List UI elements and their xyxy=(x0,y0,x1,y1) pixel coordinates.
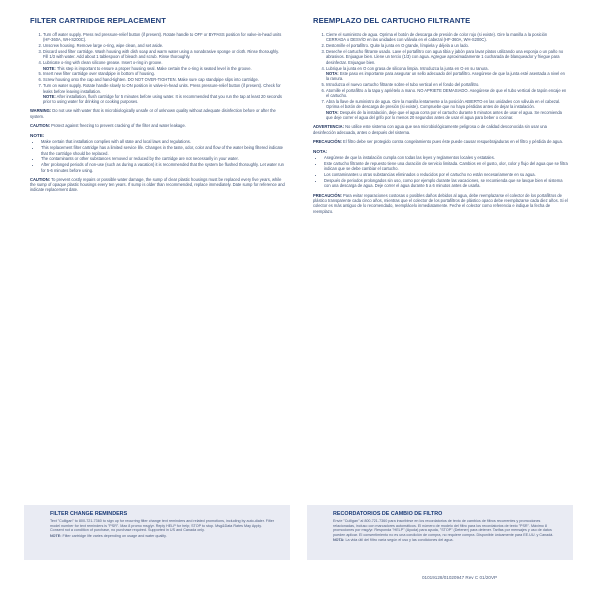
english-note-item: • Make certain that installation complies with all state and local laws and regulations. xyxy=(41,139,285,144)
spanish-caution-sump-label: PRECAUCIÓN: xyxy=(313,192,342,198)
spanish-note-item: • Después de periodos prolongados sin uso, como por ejemplo durante las vacaciones, se recomienda que se lavque bien el sistema con una descarga de agua. Deje correr el agua durante 5 a 6 minutos antes de usarla. xyxy=(324,178,568,189)
english-reminder-note-label: NOTE: xyxy=(50,533,62,538)
spanish-step-4-note-label: NOTA: xyxy=(326,70,339,76)
spanish-instructions xyxy=(313,16,568,214)
english-step-7 xyxy=(43,83,285,104)
spanish-step-7-note-label: NOTA: xyxy=(326,109,339,115)
document-code: 01019128/01020947 Rev C 01/20VP xyxy=(422,575,498,580)
english-reminder-note-text: Filter cartridge life varies depending on usage and water quality. xyxy=(62,533,167,538)
english-note-item: • This replacement filter cartridge has a limited service life. Changes in the taste, odor, color and flow of the water being filtered indicate that the cartridge should be replaced. xyxy=(41,145,285,156)
spanish-step-7 xyxy=(326,99,568,120)
english-step-4 xyxy=(43,60,285,71)
english-title: FILTER CARTRIDGE REPLACEMENT xyxy=(30,16,166,25)
spanish-warning-text: No utilice este sistema con agua que sea microbiológicamente peligrosa o de calidad desconocida sin usar una desinfección adecuada, antes o después del sistema. xyxy=(313,124,547,135)
english-notes-list xyxy=(30,139,285,173)
spanish-note-item: • Los contaminantes u otras substancias eliminados o reducidos por el cartucho no están necesariamente en su agua. xyxy=(324,172,568,177)
english-note-item: • The contaminants or other substances removed or reduced by the cartridge are not necessarily in your water. xyxy=(41,156,285,161)
spanish-step-4-note: Este paso es importante para asegurar un sello adecuado del portafiltro. Asegúrese de que la junta esté asentada a nivel en la ranura. xyxy=(326,70,565,82)
english-step-4-text: Lubricate o-ring with clean silicone grease. Insert o-ring in groove. xyxy=(43,60,163,66)
english-caution-sump xyxy=(30,177,285,193)
spanish-reminder-title: RECORDATORIOS DE CAMBIO DE FILTRO xyxy=(333,511,443,517)
spanish-caution-label: PRECAUCIÓN: xyxy=(313,138,342,144)
spanish-title: REEMPLAZO DEL CARTUCHO FILTRANTE xyxy=(313,16,471,25)
spanish-warning xyxy=(313,124,568,135)
spanish-reminder-box xyxy=(307,505,573,560)
spanish-note-item: • Este cartucho filtrante de repuesto tiene una duración de servicio limitada. Cambios en el gusto, olor, color y flujo del agua que se filtra indican que se debe cambiar el cartucho. xyxy=(324,161,568,172)
english-step-4-note-label: NOTE: xyxy=(43,65,56,71)
english-reminder-title: FILTER CHANGE REMINDERS xyxy=(50,511,128,517)
english-step-1: 1. Turn off water supply. Press red pressure-relief button (if present). Rotate handle to OFF or BYPASS position for valve-in-head units (HF-360A, WH-S200C). xyxy=(43,32,285,43)
english-caution-sump-label: CAUTION: xyxy=(30,176,51,182)
english-step-4-note: This step is important to ensure a proper housing seal. Make certain the o-ring is seated level in the groove. xyxy=(56,65,252,71)
spanish-step-6: 6. Atornille el portafiltro a la tapa y apriételo a mano. NO APRIETE DEMASIADO. Asegúrese de que el tubo vertical de tapón encaje en el cartucho. xyxy=(326,88,568,99)
spanish-step-7-text: Abra la llave de suministro de agua. Gire la manilla lentamente a la posición ABIERTO en las unidades con válvula en el cabezal. Oprima el botón de descarga de presión (si existe). Compruebe que no haya pérdidas antes de dejar la instalación. xyxy=(326,99,561,110)
english-step-7-note-label: NOTE: xyxy=(43,93,56,99)
english-reminder-note xyxy=(50,534,276,539)
spanish-note-item: • Asegúrese de que la instalación cumpla con todas las leyes y reglamentos locales y estatales. xyxy=(324,155,568,160)
spanish-steps xyxy=(313,32,568,120)
english-warning-label: WARNING: xyxy=(30,108,52,114)
spanish-warning-label: ADVERTENCIA: xyxy=(313,124,344,130)
spanish-caution-sump-text: Para evitar reparaciones costosas o posibles daños debidos al agua, debe reemplazarse el colector de los portafiltros de plástico transparente cada cinco años, mientras que el colector de los portafiltros de plástico opaco debe reemplazarse cada diez años. Si el colector es más antiguo de lo recomendado, reemplácelo inmediatamente. Feche el colector como referencia e indique la fecha de reemplazo. xyxy=(313,192,568,214)
english-caution-label: CAUTION: xyxy=(30,123,51,129)
english-step-7-note: After installation, flush cartridge for 5 minutes before using water. It is recommended that you run the tap at least 20 seconds prior to using water for drinking or cooking purposes. xyxy=(43,93,282,105)
spanish-notes-list xyxy=(313,155,568,189)
english-steps xyxy=(30,32,285,104)
english-step-5: 5. Insert new filter cartridge over standpipe in bottom of housing. xyxy=(43,71,285,76)
spanish-reminder-note-text: La vida útil del filtro varía según el uso y las condiciones del agua. xyxy=(345,538,454,543)
spanish-step-4-text: Lubrique la junta en O con grasa de silicona limpia. Introduzca la junta en O en su ranura. xyxy=(326,65,489,71)
spanish-reminder-note-label: NOTA: xyxy=(333,538,345,543)
english-step-3: 3. Discard used filter cartridge. Wash housing with dish soap and warm water using a nonabrasive sponge or cloth. Rinse thoroughly. Fill 1/3 with water. Add about 1 tablespoon of bleach and scrub. Rinse thoroughly. xyxy=(43,49,285,60)
english-reminder-box xyxy=(24,505,290,560)
spanish-step-1: 1. Cierre el suministro de agua. Oprima el botón de descarga de presión de color rojo (si existe). Gire la manilla a la posición CERRADA o DESVÍO en las unidades con válvula en el cabezal (HF-360A, WH-S200C). xyxy=(326,32,568,43)
spanish-step-2: 2. Destornille el portafiltro. Quite la junta en O grande, límpiela y déjela a un lado. xyxy=(326,43,568,48)
english-caution-sump-text: To prevent costly repairs or possible water damage, the sump of clear plastic housings must be replaced every five years, while the sump of opaque plastic housings every ten years. If sump is older than recommended, replace immediately. Date sump for reference and indicate replacement date. xyxy=(30,176,285,193)
spanish-notes-heading: NOTA: xyxy=(313,149,328,155)
english-step-6: 6. Screw housing onto the cap and hand-tighten. DO NOT OVER-TIGHTEN. Make sure cap standpipe slips into cartridge. xyxy=(43,77,285,82)
english-caution-text: Protect against freezing to prevent cracking of the filter and water leakage. xyxy=(51,123,186,129)
spanish-caution-freezing xyxy=(313,139,568,144)
english-warning-text: Do not use with water that is microbiologically unsafe or of unknown quality without adequate disinfection before or after the system. xyxy=(30,108,276,119)
spanish-step-3: 3. Deseche el cartucho filtrante usado. Lave el portafiltro con agua tibia y jabón para lavar platos utilizando una esponja o un paño no abrasivos. Enjuague bien. Llene un tercio (1/3) con agua. Agregue aproximadamente 1 cucharada de blanqueador y friegue para desinfectar. Enjuague bien. xyxy=(326,49,568,65)
spanish-reminder-note xyxy=(333,538,559,543)
spanish-caution-text: El filtro debe ser protegido contra congelamiento pues éste puede causar resquebrajaduras en el filtro y pérdida de agua. xyxy=(343,138,563,144)
english-reminder-body: Text "Culligan" to 800-721-7360 to sign up for recurring filter change text reminders and related promotions, including by auto-dialer. Filter model number for text reminders is "PSR". Max 8 promo msg/yr. Reply HELP for help; STOP to stop. Msg&Data Rates May Apply. Consent not a condition of purchase, no purchase required. Supported in US and Canada only. xyxy=(50,519,274,533)
english-notes-heading: NOTE: xyxy=(30,133,45,139)
english-caution-freezing xyxy=(30,123,285,128)
english-instructions xyxy=(30,16,285,193)
spanish-step-7-note: Después de la instalación, deje que el agua corra por el cartucho durante 5 minutos antes de usar el agua. Se recomienda que deje correr el agua del grifo por lo menos 20 segundos antes de usar el agua para beber o cocinar. xyxy=(326,109,562,121)
english-step-2: 2. Unscrew housing. Remove large o-ring, wipe clean, and set aside. xyxy=(43,43,285,48)
english-step-7-text: Turn on water supply. Rotate handle slowly to ON position in valve-in-head units. Press pressure-relief button (if present). Check for leaks before leaving installation. xyxy=(43,83,281,94)
spanish-reminder-body: Envíe "Culligan" al 800-721-7360 para inscribirse en los recordatorios de texto de cambios de filtros recurrentes y promociones relacionadas, incluso con marcadores automáticos. El número de modelo del filtro para los recordatorios de texto "PSR". Máximo 8 promociones por msg/yr. Responda "HELP" (Ayuda) para ayuda, "STOP" (Detener) para detener. Tarifas por mensajes y uso de datos pueden aplicar. El consentimiento no es una condición de compra, no requiere compra. Disponible únicamente para EE.UU. y Canadá. xyxy=(333,519,554,537)
spanish-caution-sump xyxy=(313,193,568,214)
english-note-item: • After prolonged periods of non-use (such as during a vacation) it is recommended that the system be flushed thoroughly. Let water run for 5-6 minutes before using. xyxy=(41,162,285,173)
spanish-step-5: 5. Introduzca el nuevo cartucho filtrante sobre el tubo vertical en el fondo del portafiltro. xyxy=(326,82,568,87)
english-warning xyxy=(30,108,285,119)
spanish-step-4 xyxy=(326,66,568,82)
